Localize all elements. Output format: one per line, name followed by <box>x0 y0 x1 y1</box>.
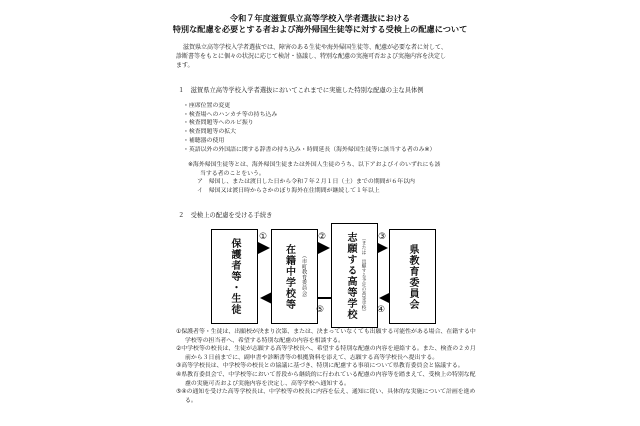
step-number-5: ⑤ <box>316 305 325 315</box>
step-text: ①保護者等・生徒は、出願校が決まり次第、または、決まっていなくても出願する可能性がある場合、在籍する中学校等の担当者へ、希望する特別な配慮の内容を相談する。 <box>176 329 476 344</box>
step-text: ⑤④の通知を受けた高等学校長は、中学校等の校長に内容を伝え、通知に従い、具体的な実施について計画を進める。 <box>176 389 476 404</box>
note-condition-b: イ 帰国又は渡日時からさかのぼり海外在住期間が継続して１年以上 <box>197 188 380 195</box>
list-item: ・検査問題等へのルビ振り <box>183 120 254 127</box>
intro-line: ます。 <box>176 62 194 69</box>
procedure-steps <box>176 328 481 405</box>
box-label: 保護者等・生徒 <box>229 238 240 315</box>
step-number-2: ② <box>318 232 327 242</box>
box-guardian-student <box>211 229 258 324</box>
step-number-1: ① <box>259 232 268 242</box>
list-item: ・検査問題等の拡大 <box>183 129 237 136</box>
list-item: ・英語以外の外国語に関する辞書の持ち込み・時間延長（海外帰国生徒等に該当する者のみ※） <box>183 146 436 153</box>
list-item: ・補聴器の使用 <box>183 137 225 144</box>
section-2-heading: ２ 受検上の配慮を受ける手続き <box>178 212 273 219</box>
intro-line: 滋賀県立高等学校入学者選抜では、障害のある生徒や海外帰国生徒等、配慮が必要な者に対して、 <box>183 44 447 51</box>
step-number-4: ④ <box>377 305 386 315</box>
box-label: 県教育委員会 <box>407 243 418 310</box>
box-junior-high <box>271 229 318 324</box>
box-sublabel: （または 出願する予定の高等学校） <box>361 236 366 315</box>
box-label: 在籍中学校等 <box>283 243 295 310</box>
list-item: ・座席位置の変更 <box>183 103 231 109</box>
note-continued: 当する者のことをいう。 <box>200 170 265 177</box>
box-high-school <box>331 223 378 328</box>
title-line-1: 令和７年度滋賀県立高等学校入学者選抜における <box>229 13 411 23</box>
title-line-2: 特別な配慮を必要とする者および海外帰国生徒等に対する受検上の配慮について <box>172 24 468 34</box>
step-number-3: ③ <box>378 232 387 242</box>
step-text: ④県教育委員会で、中学校等において普段から継続的に行われている配慮の内容等を踏まえて、受検上の特別な配慮の実施可否および実施内容を決定し、高等学校へ通知する。 <box>176 371 476 387</box>
box-prefectural-board <box>389 229 436 324</box>
step-text: ②中学校等の校長は、生徒が志願する高等学校長へ、希望する特別な配慮の内容を連絡する。また、検査の２カ月前から３日前までに、副申書や診断書等の根拠資料を添えて、志願する高等学校長へ提出する。 <box>176 346 476 361</box>
note-condition-a: ア 帰国し、または渡日した日から令和７年２月１日（土）までの期間が６年以内 <box>197 179 415 186</box>
box-sublabel: （市町教育委員会） <box>300 252 307 301</box>
note-lead: ※海外帰国生徒等とは、海外帰国生徒または外国人生徒のうち、以下アおよびイのいずれにも該 <box>188 162 441 168</box>
step-text: ③高等学校長は、中学校等の校長との協議に基づき、特別に配慮する事項について県教育委員会と協議する。 <box>176 363 464 370</box>
box-label: 志願する高等学校 <box>345 231 356 320</box>
intro-line: 診断書等をもとに個々の状況に応じて検討・協議し、特別な配慮の実施可否および実施内容を決定し <box>176 53 447 60</box>
section-1-heading: １ 滋賀県立高等学校入学者選抜においてこれまでに実施した特別な配慮の主な具体例 <box>178 87 424 94</box>
list-item: ・検査場へのハンカチ等の持ち込み <box>183 111 278 118</box>
